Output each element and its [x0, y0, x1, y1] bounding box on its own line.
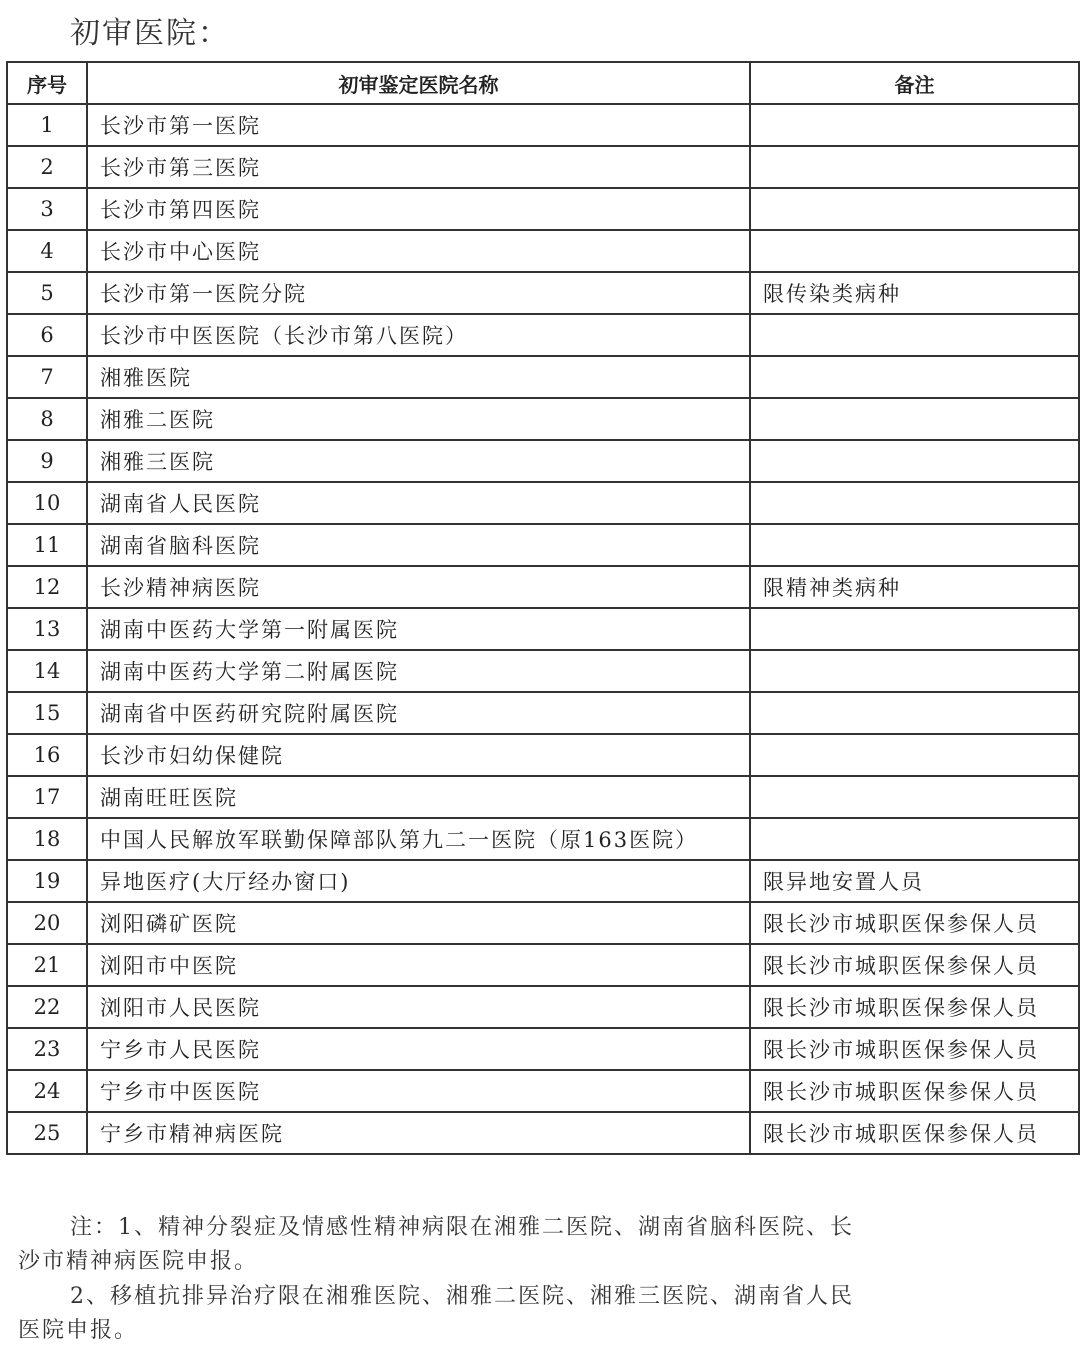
remark — [750, 650, 1079, 692]
table-row — [7, 692, 1079, 734]
table-row — [7, 566, 1079, 608]
hospital-name: 长沙市中心医院 — [87, 230, 750, 272]
header-number: 序号 — [7, 62, 87, 104]
table-row — [7, 188, 1079, 230]
row-number: 24 — [7, 1070, 87, 1112]
remark — [750, 398, 1079, 440]
hospital-name: 湘雅三医院 — [87, 440, 750, 482]
table-row — [7, 1028, 1079, 1070]
row-number: 16 — [7, 734, 87, 776]
hospital-name: 湖南省中医药研究院附属医院 — [87, 692, 750, 734]
row-number: 17 — [7, 776, 87, 818]
table-row — [7, 986, 1079, 1028]
row-number: 23 — [7, 1028, 87, 1070]
row-number: 21 — [7, 944, 87, 986]
row-number: 13 — [7, 608, 87, 650]
table-body — [7, 104, 1079, 1154]
remark — [750, 104, 1079, 146]
remark: 限长沙市城职医保参保人员 — [750, 902, 1079, 944]
hospital-name: 长沙精神病医院 — [87, 566, 750, 608]
row-number: 20 — [7, 902, 87, 944]
hospital-name: 长沙市中医医院（长沙市第八医院） — [87, 314, 750, 356]
hospital-name: 浏阳市中医院 — [87, 944, 750, 986]
hospital-name: 宁乡市中医医院 — [87, 1070, 750, 1112]
hospital-name: 中国人民解放军联勤保障部队第九二一医院（原163医院） — [87, 818, 750, 860]
table-row — [7, 230, 1079, 272]
table-row — [7, 608, 1079, 650]
hospital-name: 湖南省脑科医院 — [87, 524, 750, 566]
table-row — [7, 440, 1079, 482]
row-number: 11 — [7, 524, 87, 566]
table-row — [7, 356, 1079, 398]
row-number: 8 — [7, 398, 87, 440]
row-number: 19 — [7, 860, 87, 902]
remark — [750, 188, 1079, 230]
remark — [750, 356, 1079, 398]
header-remarks: 备注 — [750, 62, 1079, 104]
hospital-name: 宁乡市精神病医院 — [87, 1112, 750, 1154]
row-number: 2 — [7, 146, 87, 188]
remark — [750, 734, 1079, 776]
remark — [750, 776, 1079, 818]
remark: 限长沙市城职医保参保人员 — [750, 1028, 1079, 1070]
note-1-line-1: 注：1、精神分裂症及情感性精神病限在湘雅二医院、湖南省脑科医院、长 — [70, 1215, 854, 1240]
hospital-table — [6, 61, 1080, 1155]
table-row — [7, 272, 1079, 314]
remark — [750, 818, 1079, 860]
remark: 限长沙市城职医保参保人员 — [750, 1070, 1079, 1112]
row-number: 25 — [7, 1112, 87, 1154]
table-row — [7, 314, 1079, 356]
row-number: 3 — [7, 188, 87, 230]
row-number: 6 — [7, 314, 87, 356]
hospital-name: 浏阳市人民医院 — [87, 986, 750, 1028]
table-row — [7, 1112, 1079, 1154]
table-row — [7, 524, 1079, 566]
remark — [750, 314, 1079, 356]
table-row — [7, 650, 1079, 692]
hospital-name: 湖南省人民医院 — [87, 482, 750, 524]
row-number: 1 — [7, 104, 87, 146]
hospital-name: 湘雅二医院 — [87, 398, 750, 440]
table-row — [7, 902, 1079, 944]
hospital-name: 异地医疗(大厅经办窗口) — [87, 860, 750, 902]
remark: 限异地安置人员 — [750, 860, 1079, 902]
row-number: 15 — [7, 692, 87, 734]
table-row — [7, 1070, 1079, 1112]
remark: 限传染类病种 — [750, 272, 1079, 314]
remark — [750, 440, 1079, 482]
row-number: 7 — [7, 356, 87, 398]
row-number: 14 — [7, 650, 87, 692]
row-number: 5 — [7, 272, 87, 314]
remark: 限长沙市城职医保参保人员 — [750, 944, 1079, 986]
note-1-line-2: 沙市精神病医院申报。 — [18, 1249, 259, 1274]
row-number: 22 — [7, 986, 87, 1028]
remark — [750, 146, 1079, 188]
remark: 限长沙市城职医保参保人员 — [750, 986, 1079, 1028]
note-2-line-2: 医院申报。 — [18, 1318, 139, 1343]
table-row — [7, 104, 1079, 146]
table-row — [7, 776, 1079, 818]
hospital-name: 长沙市妇幼保健院 — [87, 734, 750, 776]
row-number: 9 — [7, 440, 87, 482]
remark — [750, 608, 1079, 650]
table-row — [7, 860, 1079, 902]
table-header-row — [7, 62, 1079, 104]
hospital-name: 长沙市第一医院 — [87, 104, 750, 146]
hospital-name: 长沙市第一医院分院 — [87, 272, 750, 314]
row-number: 4 — [7, 230, 87, 272]
hospital-name: 湖南中医药大学第二附属医院 — [87, 650, 750, 692]
hospital-name: 长沙市第三医院 — [87, 146, 750, 188]
hospital-name: 湖南旺旺医院 — [87, 776, 750, 818]
hospital-name: 浏阳磷矿医院 — [87, 902, 750, 944]
section-title: 初审医院： — [70, 16, 230, 51]
remark — [750, 692, 1079, 734]
hospital-name: 湘雅医院 — [87, 356, 750, 398]
remark: 限长沙市城职医保参保人员 — [750, 1112, 1079, 1154]
remark — [750, 230, 1079, 272]
table-row — [7, 146, 1079, 188]
hospital-name: 宁乡市人民医院 — [87, 1028, 750, 1070]
row-number: 10 — [7, 482, 87, 524]
header-hospital-name: 初审鉴定医院名称 — [87, 62, 750, 104]
hospital-name: 长沙市第四医院 — [87, 188, 750, 230]
table-row — [7, 482, 1079, 524]
row-number: 12 — [7, 566, 87, 608]
remark: 限精神类病种 — [750, 566, 1079, 608]
remark — [750, 482, 1079, 524]
note-2-line-1: 2、移植抗排异治疗限在湘雅医院、湘雅二医院、湘雅三医院、湖南省人民 — [70, 1284, 854, 1309]
table-row — [7, 398, 1079, 440]
table-row — [7, 734, 1079, 776]
table-row — [7, 944, 1079, 986]
table-row — [7, 818, 1079, 860]
hospital-name: 湖南中医药大学第一附属医院 — [87, 608, 750, 650]
remark — [750, 524, 1079, 566]
row-number: 18 — [7, 818, 87, 860]
